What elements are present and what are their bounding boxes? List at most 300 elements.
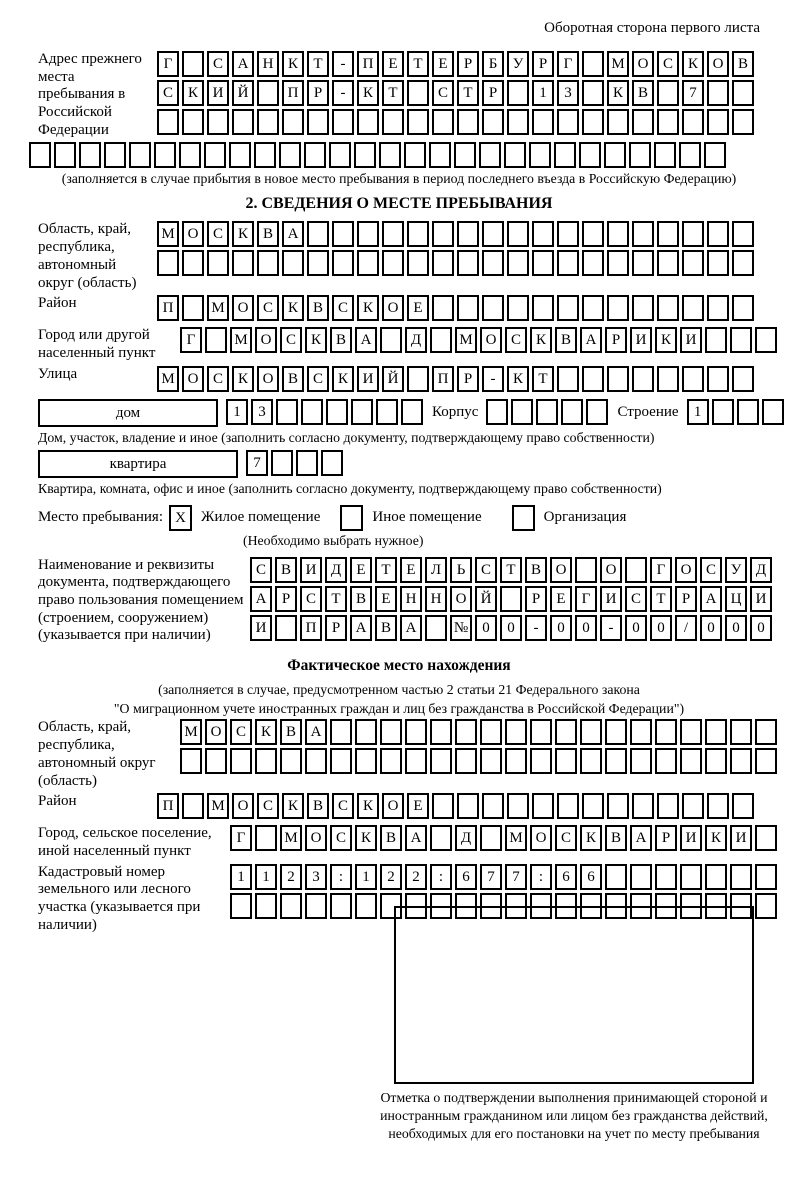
char-box-filled[interactable]: 0 [575, 615, 597, 641]
char-box-filled[interactable]: Т [307, 51, 329, 77]
char-box[interactable] [680, 719, 702, 745]
char-box[interactable] [507, 221, 529, 247]
char-box-filled[interactable]: 3 [305, 864, 327, 890]
char-box-filled[interactable]: О [632, 51, 654, 77]
char-box-filled[interactable]: 1 [226, 399, 248, 425]
char-box-filled[interactable]: В [632, 80, 654, 106]
char-box-filled[interactable]: А [400, 615, 422, 641]
char-box[interactable] [457, 109, 479, 135]
char-box[interactable] [575, 557, 597, 583]
char-box[interactable] [230, 893, 252, 919]
char-box[interactable] [530, 748, 552, 774]
char-box[interactable] [182, 109, 204, 135]
char-box[interactable] [630, 748, 652, 774]
char-box[interactable] [79, 142, 101, 168]
char-box-filled[interactable]: С [257, 793, 279, 819]
char-box[interactable] [157, 109, 179, 135]
char-box[interactable] [505, 719, 527, 745]
char-box[interactable] [104, 142, 126, 168]
char-box[interactable] [755, 825, 777, 851]
char-box[interactable] [305, 748, 327, 774]
char-box-filled[interactable]: В [605, 825, 627, 851]
char-box-filled[interactable]: А [250, 586, 272, 612]
char-box-filled[interactable]: О [675, 557, 697, 583]
char-box[interactable] [532, 295, 554, 321]
char-box-filled[interactable]: С [330, 825, 352, 851]
char-box-filled[interactable]: - [332, 51, 354, 77]
char-box[interactable] [712, 399, 734, 425]
char-box-filled[interactable]: 0 [750, 615, 772, 641]
char-box[interactable] [707, 295, 729, 321]
char-box[interactable] [625, 557, 647, 583]
char-box[interactable] [554, 142, 576, 168]
char-box-filled[interactable]: 6 [555, 864, 577, 890]
char-box-filled[interactable]: А [355, 327, 377, 353]
char-box-filled[interactable]: С [475, 557, 497, 583]
char-box[interactable] [507, 80, 529, 106]
char-box[interactable] [632, 366, 654, 392]
char-box[interactable] [157, 250, 179, 276]
char-box[interactable] [182, 51, 204, 77]
char-box-filled[interactable]: С [257, 295, 279, 321]
char-box[interactable] [762, 399, 784, 425]
char-box[interactable] [330, 719, 352, 745]
char-box[interactable] [330, 748, 352, 774]
char-box-filled[interactable]: С [157, 80, 179, 106]
char-box[interactable] [630, 719, 652, 745]
char-box[interactable] [425, 615, 447, 641]
char-box-filled[interactable]: В [555, 327, 577, 353]
char-box-filled[interactable]: С [307, 366, 329, 392]
char-box[interactable] [707, 250, 729, 276]
char-box[interactable] [29, 142, 51, 168]
char-box-filled[interactable]: - [600, 615, 622, 641]
char-box-filled[interactable]: В [275, 557, 297, 583]
char-box-filled[interactable]: И [750, 586, 772, 612]
char-box-filled[interactable]: П [157, 295, 179, 321]
char-box[interactable] [379, 142, 401, 168]
char-box-filled[interactable]: Р [275, 586, 297, 612]
char-box[interactable] [254, 142, 276, 168]
char-box-filled[interactable]: В [380, 825, 402, 851]
char-box[interactable] [401, 399, 423, 425]
char-box-filled[interactable]: В [257, 221, 279, 247]
char-box-filled[interactable]: О [550, 557, 572, 583]
char-box-filled[interactable]: К [282, 51, 304, 77]
char-box[interactable] [282, 109, 304, 135]
char-box-filled[interactable]: К [232, 366, 254, 392]
char-box[interactable] [357, 221, 379, 247]
char-box[interactable] [432, 221, 454, 247]
char-box[interactable] [376, 399, 398, 425]
char-box[interactable] [632, 250, 654, 276]
char-box[interactable] [732, 366, 754, 392]
char-box[interactable] [607, 109, 629, 135]
char-box[interactable] [380, 719, 402, 745]
char-box[interactable] [607, 250, 629, 276]
char-box[interactable] [604, 142, 626, 168]
char-box[interactable] [482, 793, 504, 819]
char-box-filled[interactable]: Г [557, 51, 579, 77]
char-box-filled[interactable]: Д [455, 825, 477, 851]
char-box[interactable] [657, 250, 679, 276]
char-box-filled[interactable]: - [332, 80, 354, 106]
char-box[interactable] [705, 719, 727, 745]
char-box-filled[interactable]: А [580, 327, 602, 353]
char-box[interactable] [255, 893, 277, 919]
char-box[interactable] [407, 221, 429, 247]
char-box[interactable] [682, 366, 704, 392]
char-box[interactable] [255, 748, 277, 774]
char-box[interactable] [707, 221, 729, 247]
char-box[interactable] [129, 142, 151, 168]
char-box[interactable] [271, 450, 293, 476]
char-box[interactable] [579, 142, 601, 168]
checkbox-other-premises[interactable] [340, 505, 363, 531]
char-box-filled[interactable]: Т [407, 51, 429, 77]
char-box-filled[interactable]: Р [307, 80, 329, 106]
char-box[interactable] [257, 109, 279, 135]
char-box-filled[interactable]: С [230, 719, 252, 745]
char-box-filled[interactable]: А [350, 615, 372, 641]
char-box[interactable] [732, 221, 754, 247]
char-box-filled[interactable]: К [355, 825, 377, 851]
char-box-filled[interactable]: К [305, 327, 327, 353]
char-box[interactable] [500, 586, 522, 612]
char-box-filled[interactable]: И [207, 80, 229, 106]
char-box-filled[interactable]: 7 [682, 80, 704, 106]
char-box-filled[interactable]: 0 [650, 615, 672, 641]
char-box[interactable] [382, 250, 404, 276]
char-box-filled[interactable]: С [700, 557, 722, 583]
char-box-filled[interactable]: 1 [532, 80, 554, 106]
char-box[interactable] [282, 250, 304, 276]
char-box-filled[interactable]: 1 [687, 399, 709, 425]
char-box-filled[interactable]: Е [432, 51, 454, 77]
char-box-filled[interactable]: К [232, 221, 254, 247]
char-box-filled[interactable]: : [330, 864, 352, 890]
char-box-filled[interactable]: О [305, 825, 327, 851]
char-box[interactable] [407, 109, 429, 135]
char-box[interactable] [557, 221, 579, 247]
char-box-filled[interactable]: 3 [557, 80, 579, 106]
char-box[interactable] [255, 825, 277, 851]
char-box-filled[interactable]: М [505, 825, 527, 851]
char-box-filled[interactable]: 0 [500, 615, 522, 641]
char-box-filled[interactable]: И [730, 825, 752, 851]
char-box-filled[interactable]: Н [425, 586, 447, 612]
char-box[interactable] [205, 748, 227, 774]
char-box[interactable] [654, 142, 676, 168]
char-box-filled[interactable]: К [182, 80, 204, 106]
char-box-filled[interactable]: № [450, 615, 472, 641]
char-box[interactable] [276, 399, 298, 425]
char-box-filled[interactable]: И [357, 366, 379, 392]
char-box[interactable] [657, 109, 679, 135]
char-box-filled[interactable]: Т [650, 586, 672, 612]
char-box[interactable] [705, 748, 727, 774]
char-box-filled[interactable]: 6 [580, 864, 602, 890]
char-box-filled[interactable]: - [482, 366, 504, 392]
char-box[interactable] [607, 221, 629, 247]
char-box-filled[interactable]: М [157, 221, 179, 247]
char-box-filled[interactable]: В [307, 295, 329, 321]
char-box[interactable] [482, 109, 504, 135]
char-box[interactable] [732, 109, 754, 135]
char-box[interactable] [380, 327, 402, 353]
char-box-filled[interactable]: А [630, 825, 652, 851]
char-box-filled[interactable]: Т [325, 586, 347, 612]
char-box-filled[interactable]: Р [532, 51, 554, 77]
char-box[interactable] [755, 748, 777, 774]
char-box[interactable] [632, 295, 654, 321]
char-box[interactable] [432, 295, 454, 321]
char-box-filled[interactable]: Д [405, 327, 427, 353]
char-box[interactable] [307, 250, 329, 276]
char-box[interactable] [732, 295, 754, 321]
char-box[interactable] [355, 719, 377, 745]
char-box-filled[interactable]: И [600, 586, 622, 612]
char-box[interactable] [632, 109, 654, 135]
char-box-filled[interactable]: С [657, 51, 679, 77]
char-box[interactable] [505, 748, 527, 774]
char-box[interactable] [657, 295, 679, 321]
char-box[interactable] [179, 142, 201, 168]
char-box[interactable] [430, 825, 452, 851]
char-box-filled[interactable]: Е [400, 557, 422, 583]
char-box-filled[interactable]: Е [350, 557, 372, 583]
char-box[interactable] [532, 221, 554, 247]
char-box[interactable] [605, 748, 627, 774]
char-box-filled[interactable]: И [250, 615, 272, 641]
char-box[interactable] [182, 793, 204, 819]
char-box[interactable] [607, 295, 629, 321]
char-box-filled[interactable]: К [332, 366, 354, 392]
char-box-filled[interactable]: Ц [725, 586, 747, 612]
char-box-filled[interactable]: К [530, 327, 552, 353]
char-box[interactable] [605, 719, 627, 745]
char-box-filled[interactable]: К [655, 327, 677, 353]
char-box-filled[interactable]: - [525, 615, 547, 641]
char-box[interactable] [704, 142, 726, 168]
char-box-filled[interactable]: А [282, 221, 304, 247]
char-box[interactable] [607, 366, 629, 392]
char-box-filled[interactable]: О [382, 793, 404, 819]
char-box[interactable] [480, 719, 502, 745]
char-box[interactable] [486, 399, 508, 425]
char-box[interactable] [732, 250, 754, 276]
char-box[interactable] [607, 793, 629, 819]
char-box[interactable] [275, 615, 297, 641]
char-box-filled[interactable]: Г [180, 327, 202, 353]
char-box-filled[interactable]: А [700, 586, 722, 612]
char-box[interactable] [557, 295, 579, 321]
char-box[interactable] [682, 793, 704, 819]
char-box-filled[interactable]: М [207, 793, 229, 819]
char-box[interactable] [457, 221, 479, 247]
char-box[interactable] [582, 221, 604, 247]
char-box[interactable] [479, 142, 501, 168]
char-box[interactable] [680, 864, 702, 890]
char-box-filled[interactable]: Т [500, 557, 522, 583]
char-box[interactable] [511, 399, 533, 425]
char-box-filled[interactable]: 0 [550, 615, 572, 641]
char-box[interactable] [530, 719, 552, 745]
char-box[interactable] [330, 893, 352, 919]
char-box-filled[interactable]: Р [457, 51, 479, 77]
char-box[interactable] [755, 893, 777, 919]
char-box-filled[interactable]: М [607, 51, 629, 77]
char-box-filled[interactable]: Р [457, 366, 479, 392]
char-box-filled[interactable]: О [182, 366, 204, 392]
char-box[interactable] [482, 295, 504, 321]
char-box-filled[interactable]: И [300, 557, 322, 583]
char-box-filled[interactable]: О [530, 825, 552, 851]
char-box-filled[interactable]: П [357, 51, 379, 77]
char-box[interactable] [632, 221, 654, 247]
char-box[interactable] [682, 109, 704, 135]
char-box-filled[interactable]: И [680, 327, 702, 353]
char-box[interactable] [655, 748, 677, 774]
char-box-filled[interactable]: В [525, 557, 547, 583]
char-box-filled[interactable]: 7 [505, 864, 527, 890]
char-box[interactable] [507, 250, 529, 276]
checkbox-residential[interactable]: X [169, 505, 192, 531]
char-box[interactable] [326, 399, 348, 425]
char-box-filled[interactable]: Е [407, 295, 429, 321]
char-box-filled[interactable]: К [705, 825, 727, 851]
char-box-filled[interactable]: Б [482, 51, 504, 77]
char-box-filled[interactable]: А [405, 825, 427, 851]
char-box-filled[interactable]: Т [382, 80, 404, 106]
char-box[interactable] [705, 864, 727, 890]
char-box[interactable] [580, 748, 602, 774]
char-box-filled[interactable]: Е [382, 51, 404, 77]
char-box-filled[interactable]: С [332, 295, 354, 321]
char-box-filled[interactable]: Е [375, 586, 397, 612]
char-box[interactable] [180, 748, 202, 774]
char-box[interactable] [329, 142, 351, 168]
char-box[interactable] [482, 250, 504, 276]
char-box-filled[interactable]: В [350, 586, 372, 612]
char-box-filled[interactable]: О [707, 51, 729, 77]
char-box-filled[interactable]: 6 [455, 864, 477, 890]
char-box[interactable] [580, 719, 602, 745]
char-box[interactable] [737, 399, 759, 425]
char-box[interactable] [332, 109, 354, 135]
char-box[interactable] [582, 51, 604, 77]
char-box-filled[interactable]: 0 [700, 615, 722, 641]
char-box-filled[interactable]: Г [575, 586, 597, 612]
char-box-filled[interactable]: О [182, 221, 204, 247]
char-box[interactable] [182, 295, 204, 321]
char-box[interactable] [280, 748, 302, 774]
char-box[interactable] [432, 250, 454, 276]
char-box[interactable] [257, 250, 279, 276]
char-box[interactable] [204, 142, 226, 168]
char-box-filled[interactable]: Й [232, 80, 254, 106]
char-box-filled[interactable]: С [432, 80, 454, 106]
char-box-filled[interactable]: 1 [255, 864, 277, 890]
char-box[interactable] [555, 719, 577, 745]
char-box[interactable] [682, 250, 704, 276]
char-box[interactable] [707, 366, 729, 392]
char-box[interactable] [355, 748, 377, 774]
char-box[interactable] [557, 366, 579, 392]
char-box-filled[interactable]: : [530, 864, 552, 890]
char-box-filled[interactable]: У [507, 51, 529, 77]
char-box[interactable] [205, 327, 227, 353]
char-box[interactable] [532, 109, 554, 135]
char-box-filled[interactable]: П [432, 366, 454, 392]
char-box-filled[interactable]: Д [750, 557, 772, 583]
char-box-filled[interactable]: П [282, 80, 304, 106]
char-box[interactable] [154, 142, 176, 168]
char-box[interactable] [657, 366, 679, 392]
char-box-filled[interactable]: : [430, 864, 452, 890]
char-box[interactable] [232, 250, 254, 276]
char-box-filled[interactable]: 2 [380, 864, 402, 890]
char-box-filled[interactable]: 1 [230, 864, 252, 890]
char-box[interactable] [582, 250, 604, 276]
char-box[interactable] [455, 719, 477, 745]
char-box-filled[interactable]: К [255, 719, 277, 745]
char-box[interactable] [304, 142, 326, 168]
char-box[interactable] [705, 327, 727, 353]
char-box-filled[interactable]: О [255, 327, 277, 353]
char-box[interactable] [582, 109, 604, 135]
char-box-filled[interactable]: / [675, 615, 697, 641]
char-box-filled[interactable]: С [300, 586, 322, 612]
char-box[interactable] [305, 893, 327, 919]
char-box-filled[interactable]: 2 [405, 864, 427, 890]
house-type-box[interactable]: дом [38, 399, 218, 427]
char-box-filled[interactable]: К [682, 51, 704, 77]
char-box-filled[interactable]: М [180, 719, 202, 745]
apartment-type-box[interactable]: квартира [38, 450, 238, 478]
char-box-filled[interactable]: К [607, 80, 629, 106]
char-box-filled[interactable]: Т [457, 80, 479, 106]
char-box[interactable] [354, 142, 376, 168]
char-box-filled[interactable]: 0 [475, 615, 497, 641]
checkbox-organization[interactable] [512, 505, 535, 531]
char-box[interactable] [507, 793, 529, 819]
char-box-filled[interactable]: 7 [246, 450, 268, 476]
char-box[interactable] [532, 793, 554, 819]
char-box[interactable] [357, 109, 379, 135]
char-box-filled[interactable]: К [282, 793, 304, 819]
char-box-filled[interactable]: Е [407, 793, 429, 819]
char-box[interactable] [679, 142, 701, 168]
char-box[interactable] [532, 250, 554, 276]
char-box-filled[interactable]: М [207, 295, 229, 321]
char-box[interactable] [730, 719, 752, 745]
char-box[interactable] [657, 793, 679, 819]
char-box[interactable] [332, 221, 354, 247]
char-box[interactable] [182, 250, 204, 276]
char-box[interactable] [730, 327, 752, 353]
char-box[interactable] [307, 221, 329, 247]
char-box-filled[interactable]: К [282, 295, 304, 321]
char-box-filled[interactable]: К [357, 80, 379, 106]
char-box[interactable] [480, 825, 502, 851]
char-box-filled[interactable]: В [282, 366, 304, 392]
char-box-filled[interactable]: Р [325, 615, 347, 641]
char-box-filled[interactable]: М [455, 327, 477, 353]
char-box-filled[interactable]: Р [605, 327, 627, 353]
char-box-filled[interactable]: Л [425, 557, 447, 583]
char-box[interactable] [561, 399, 583, 425]
